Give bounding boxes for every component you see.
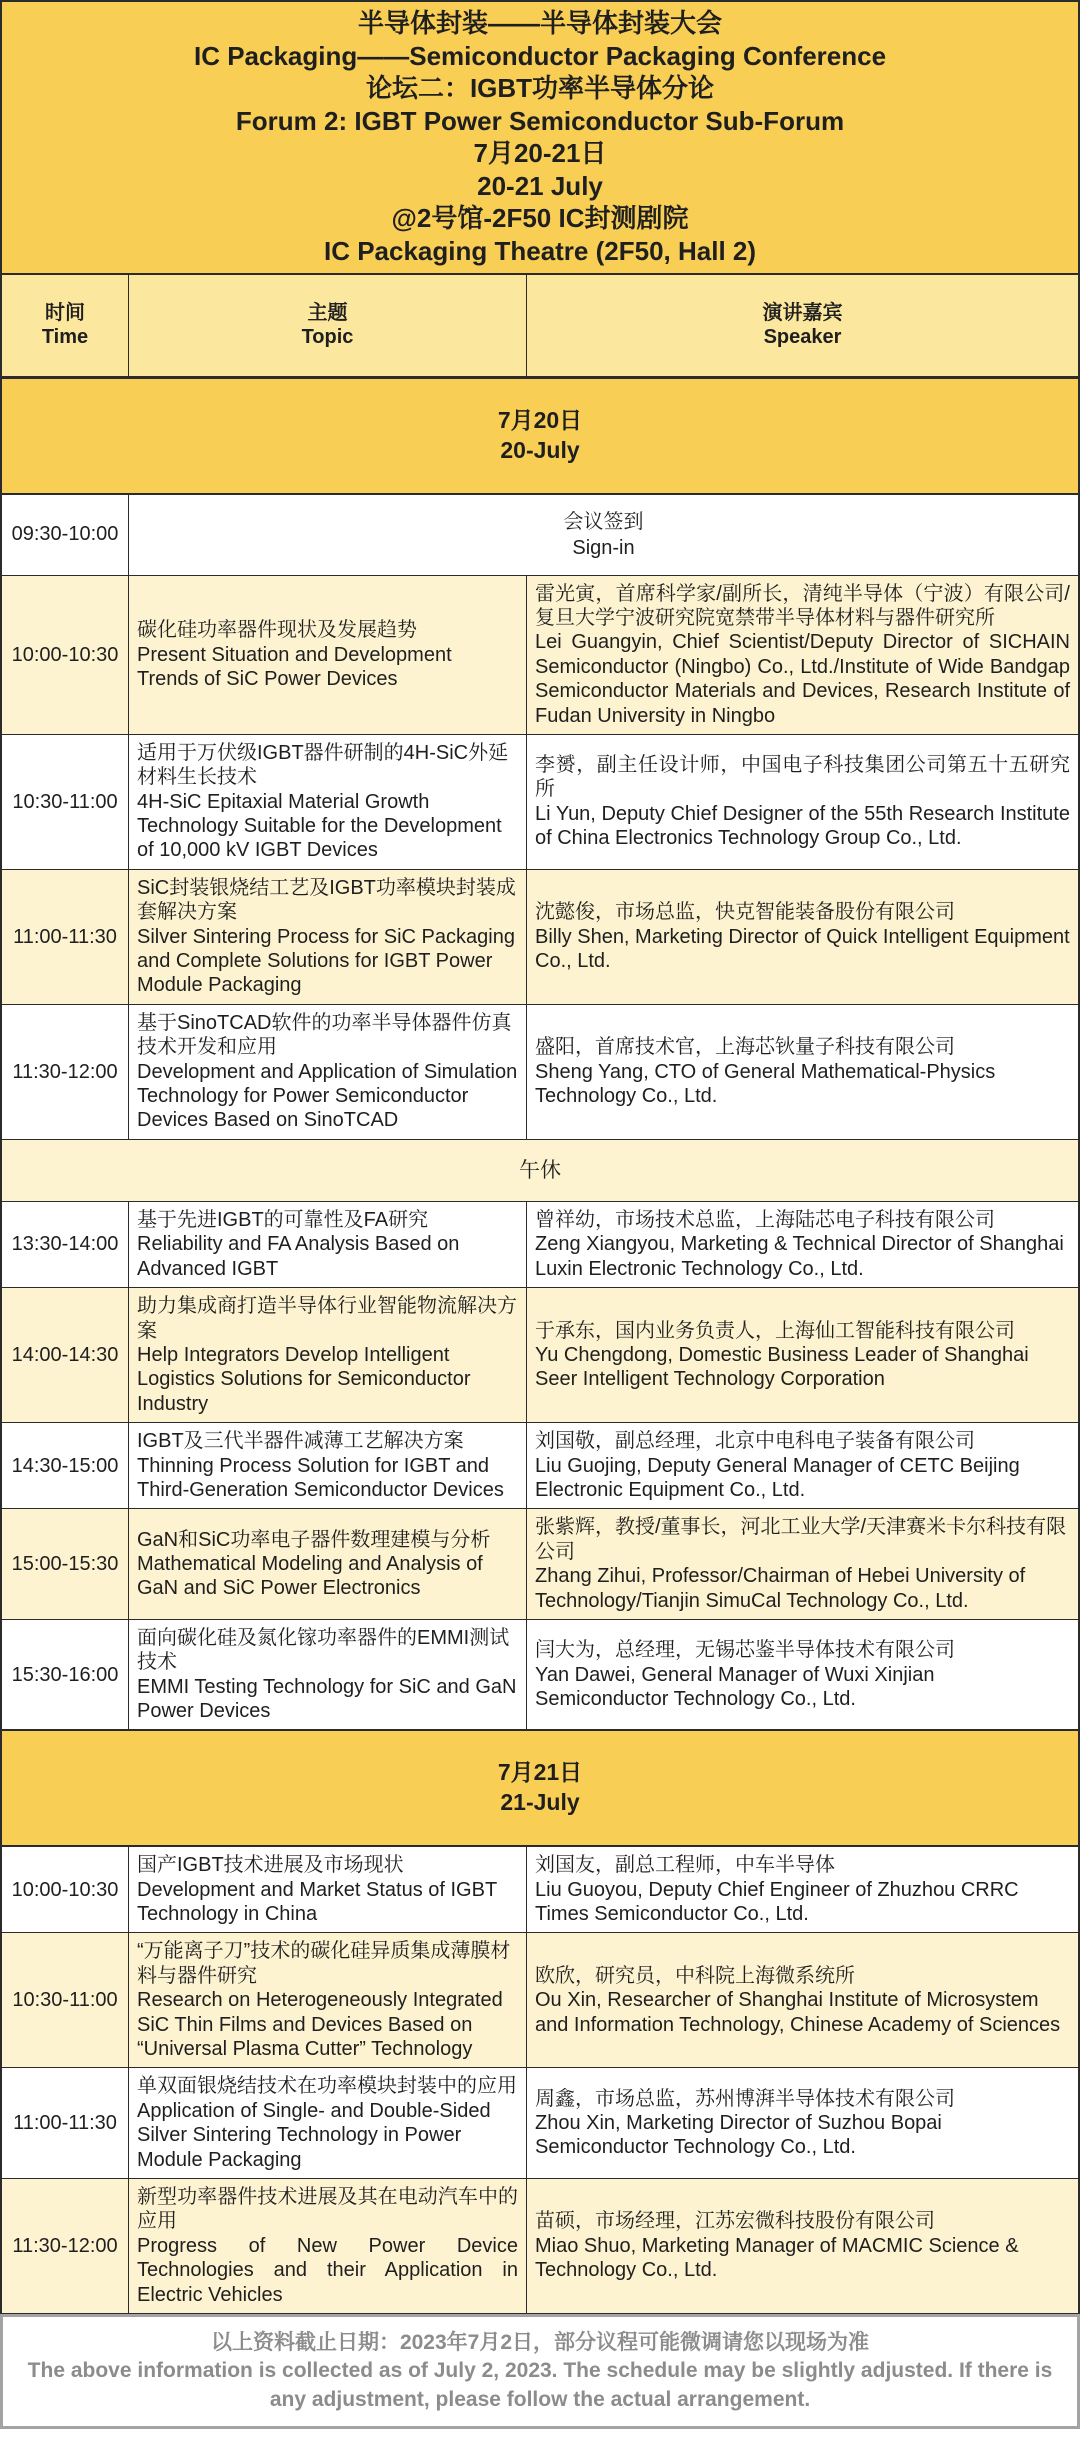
speaker-en: Liu Guojing, Deputy General Manager of CETC Beijing Electronic Equipment Co., Ltd. [535,1454,1020,1501]
speaker-cell [527,1620,1078,1730]
title-line: 20-21 July [477,170,603,201]
title-line: IC Packaging Theatre (2F50, Hall 2) [323,235,757,266]
topic-zh: “万能离子刀”技术的碳化硅异质集成薄膜材料与器件研究 [137,1940,511,1987]
date-row [2,378,1078,495]
date-en: 20-July [500,436,580,463]
speaker-en: Billy Shen, Marketing Director of Quick Intelligent Equipment Co., Ltd. [535,925,1070,973]
date-en: 21-July [500,1789,580,1816]
speaker-cell [527,1202,1078,1287]
speaker-zh: 李赟，副主任设计师，中国电子科技集团公司第五十五研究所 [535,754,1070,801]
session-row [2,1620,1078,1731]
speaker-cell [527,1847,1078,1932]
topic-en: Development and Market Status of IGBT Technology in China [137,1878,497,1926]
speaker-zh: 刘国敬，副总经理，北京中电科电子装备有限公司 [535,1430,975,1453]
topic-cell [129,1202,527,1287]
speaker-en: Miao Shuo, Marketing Manager of MACMIC Science & Technology Co., Ltd. [535,2234,1019,2282]
time-cell: 10:30-11:00 [2,735,129,869]
topic-en: EMMI Testing Technology for SiC and GaN Power Devices [137,1675,517,1723]
time-cell: 11:00-11:30 [2,2068,129,2178]
topic-zh: 国产IGBT技术进展及市场现状 [137,1854,404,1877]
lunch-break-label: 午休 [519,1158,561,1182]
session-row [2,1202,1078,1288]
session-row [2,2068,1078,2179]
session-row [2,735,1078,870]
lunch-break-row [2,1140,1078,1202]
column-header-time-en: Time [41,326,89,349]
time-cell: 10:30-11:00 [2,1933,129,2067]
topic-en: Mathematical Modeling and Analysis of GaN and SiC Power Electronics [137,1552,483,1600]
speaker-zh: 张紫辉，教授/董事长，河北工业大学/天津赛米卡尔科技有限公司 [535,1516,1067,1563]
topic-en: Progress of New Power Device Technologies and their Application in Electric Vehicles [137,2234,518,2306]
session-row [2,1288,1078,1423]
speaker-en: Ou Xin, Researcher of Shanghai Institute of Microsystem and Information Technology, Chinese Academy of Sciences [535,1989,1061,2036]
column-header-topic [129,275,527,376]
topic-zh: 适用于万伏级IGBT器件研制的4H-SiC外延材料生长技术 [137,741,509,789]
speaker-en: Zeng Xiangyou, Marketing & Technical Director of Shanghai Luxin Electronic Technology Co., Ltd. [535,1233,1064,1280]
title-line: IC Packaging——Semiconductor Packaging Conference [193,40,887,71]
topic-cell [129,1847,527,1932]
time-cell: 14:00-14:30 [2,1288,129,1422]
speaker-cell [527,1933,1078,2067]
title-block [2,2,1078,275]
topic-zh: IGBT及三代半器件减薄工艺解决方案 [137,1430,464,1453]
speaker-zh: 闫大为，总经理，无锡芯鉴半导体技术有限公司 [535,1639,955,1662]
topic-cell [129,1620,527,1730]
topic-en: Application of Single- and Double-Sided Silver Sintering Technology in Power Module Packaging [137,2099,491,2171]
topic-zh: 助力集成商打造半导体行业智能物流解决方案 [137,1295,517,1342]
topic-zh: 碳化硅功率器件现状及发展趋势 [137,619,417,642]
speaker-zh: 欧欣，研究员，中科院上海微系统所 [535,1964,855,1987]
topic-zh: SiC封装银烧结工艺及IGBT功率模块封装成套解决方案 [137,876,516,924]
speaker-en: Sheng Yang, CTO of General Mathematical-Physics Technology Co., Ltd. [535,1060,996,1107]
column-header-speaker-en: Speaker [763,326,842,349]
speaker-en: Yu Chengdong, Domestic Business Leader of Shanghai Seer Intelligent Technology Corporation [535,1344,1029,1391]
column-header-topic-en: Topic [301,326,354,349]
session-row [2,1847,1078,1933]
topic-cell [129,1288,527,1422]
speaker-cell [527,1005,1078,1139]
speaker-en: Yan Dawei, General Manager of Wuxi Xinjian Semiconductor Technology Co., Ltd. [535,1663,935,1710]
topic-cell [129,735,527,869]
speaker-cell [527,2179,1078,2313]
column-header-row [2,275,1078,378]
speaker-en: Zhang Zihui, Professor/Chairman of Hebei University of Technology/Tianjin SimuCal Technology Co., Ltd. [535,1565,1026,1612]
time-cell: 13:30-14:00 [2,1202,129,1287]
footer-note-en: The above information is collected as of July 2, 2023. The schedule may be slightly adjusted. If there is any adjustment, please follow the actual arrangement. [27,2359,1053,2411]
speaker-zh: 沈懿俊，市场总监，快克智能装备股份有限公司 [535,901,955,924]
topic-zh: 基于SinoTCAD软件的功率半导体器件仿真技术开发和应用 [137,1011,512,1059]
session-row [2,870,1078,1005]
topic-zh: 基于先进IGBT的可靠性及FA研究 [137,1209,429,1232]
topic-en: Present Situation and Development Trends of SiC Power Devices [137,643,452,690]
speaker-zh: 苗硕，市场经理，江苏宏微科技股份有限公司 [535,2210,935,2233]
date-zh: 7月21日 [497,1759,583,1786]
topic-cell [129,2068,527,2178]
time-cell: 15:00-15:30 [2,1509,129,1619]
column-header-topic-zh: 主题 [307,302,348,324]
merged-cell [129,495,1078,575]
topic-en: Research on Heterogeneously Integrated SiC Thin Films and Devices Based on “Universal Plasma Cutter” Technology [137,1989,503,2060]
speaker-cell [527,576,1078,734]
topic-en: Thinning Process Solution for IGBT and Third-Generation Semiconductor Devices [137,1454,504,1501]
topic-en: 4H-SiC Epitaxial Material Growth Technology Suitable for the Development of 10,000 kV IGBT Devices [137,790,502,862]
column-header-time [2,275,129,376]
speaker-en: Li Yun, Deputy Chief Designer of the 55th Research Institute of China Electronics Technology Group Co., Ltd. [535,802,1070,850]
session-row [2,576,1078,735]
time-cell: 15:30-16:00 [2,1620,129,1730]
topic-cell [129,576,527,734]
topic-cell [129,870,527,1004]
session-row [2,1933,1078,2068]
session-row [2,1005,1078,1140]
schedule-body [2,378,1078,2314]
time-cell: 11:30-12:00 [2,2179,129,2313]
title-line: Forum 2: IGBT Power Semiconductor Sub-Forum [235,105,845,136]
time-cell: 11:00-11:30 [2,870,129,1004]
title-line: 7月20-21日 [473,138,607,168]
speaker-cell [527,2068,1078,2178]
speaker-zh: 刘国友，副总工程师，中车半导体 [535,1854,835,1877]
column-header-time-zh: 时间 [45,302,85,324]
title-line: 论坛二：IGBT功率半导体分论 [365,73,715,103]
date-row [2,1730,1078,1847]
merged-cell-en: Sign-in [572,536,635,559]
session-row [2,1509,1078,1620]
speaker-zh: 雷光寅，首席科学家/副所长，清纯半导体（宁波）有限公司/复旦大学宁波研究院宽禁带半导体材料与器件研究所 [535,582,1070,629]
speaker-zh: 曾祥幼，市场技术总监，上海陆芯电子科技有限公司 [535,1209,995,1232]
topic-zh: 新型功率器件技术进展及其在电动汽车中的应用 [137,2185,518,2233]
speaker-cell [527,735,1078,869]
time-cell: 11:30-12:00 [2,1005,129,1139]
time-cell: 09:30-10:00 [2,495,129,575]
speaker-en: Zhou Xin, Marketing Director of Suzhou Bopai Semiconductor Technology Co., Ltd. [535,2111,942,2159]
topic-en: Silver Sintering Process for SiC Packaging and Complete Solutions for IGBT Power Module Packaging [137,925,515,997]
speaker-cell [527,1423,1078,1508]
time-cell: 14:30-15:00 [2,1423,129,1508]
speaker-cell [527,1509,1078,1619]
topic-en: Reliability and FA Analysis Based on Advanced IGBT [137,1233,460,1280]
time-cell: 10:00-10:30 [2,1847,129,1932]
footer-note [0,2314,1080,2429]
speaker-zh: 盛阳，首席技术官，上海芯钬量子科技有限公司 [535,1036,955,1059]
title-line: 半导体封装——半导体封装大会 [357,8,722,38]
topic-cell [129,1005,527,1139]
topic-cell [129,1509,527,1619]
speaker-zh: 于承东，国内业务负责人，上海仙工智能科技有限公司 [535,1319,1015,1342]
time-cell: 10:00-10:30 [2,576,129,734]
topic-cell [129,2179,527,2313]
speaker-zh: 周鑫，市场总监，苏州博湃半导体技术有限公司 [535,2087,955,2110]
title-line: @2号馆-2F50 IC封测剧院 [391,203,689,233]
session-row [2,2179,1078,2314]
topic-zh: 面向碳化硅及氮化镓功率器件的EMMI测试技术 [137,1626,510,1674]
signin-row [2,495,1078,576]
topic-en: Development and Application of Simulation Technology for Power Semiconductor Devices Based on SinoTCAD [137,1060,518,1132]
topic-cell [129,1933,527,2067]
topic-zh: GaN和SiC功率电子器件数理建模与分析 [137,1528,491,1551]
speaker-cell [527,870,1078,1004]
topic-zh: 单双面银烧结技术在功率模块封装中的应用 [137,2075,517,2098]
speaker-en: Lei Guangyin, Chief Scientist/Deputy Director of SICHAIN Semiconductor (Ningbo) Co., Ltd./Institute of Wide Bandgap Semiconductor Materials and Devices, Research Institute of Fudan University in Ningbo [535,631,1070,727]
footer-note-zh: 以上资料截止日期：2023年7月2日，部分议程可能微调请您以现场为准 [210,2330,870,2354]
session-row [2,1423,1078,1509]
speaker-cell [527,1288,1078,1422]
date-zh: 7月20日 [497,406,583,433]
speaker-en: Liu Guoyou, Deputy Chief Engineer of Zhuzhou CRRC Times Semiconductor Co., Ltd. [535,1878,1019,1926]
merged-cell-zh: 会议签到 [563,510,644,533]
column-header-speaker-zh: 演讲嘉宾 [762,302,843,324]
column-header-speaker [527,275,1078,376]
topic-en: Help Integrators Develop Intelligent Logistics Solutions for Semiconductor Industry [137,1344,471,1415]
topic-cell [129,1423,527,1508]
